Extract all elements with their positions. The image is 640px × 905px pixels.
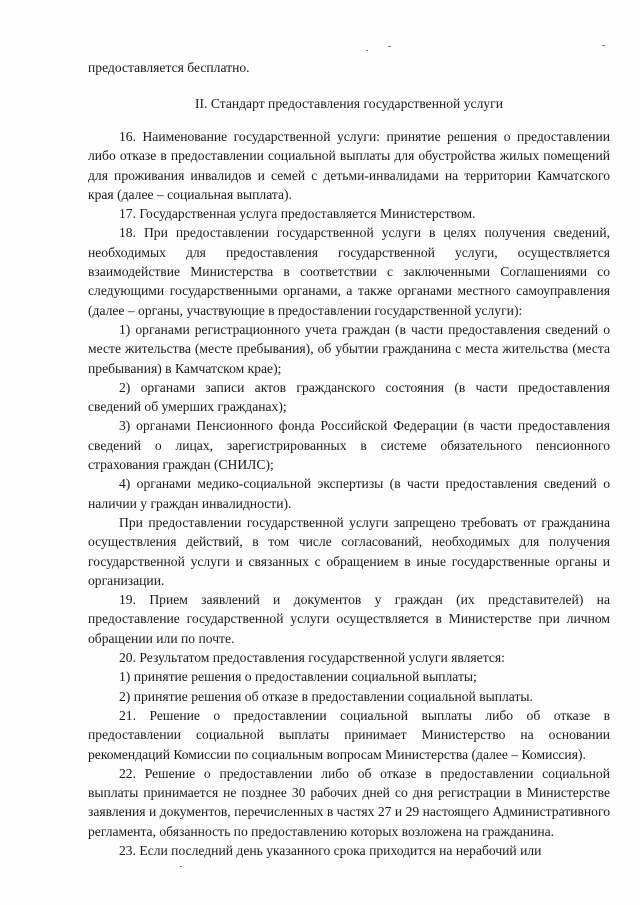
- paragraph-19: 19. Прием заявлений и документов у граждан (их представителей) на предоставление государственной услуги осуществляется в Министерстве при личном обращении или по почте.: [88, 592, 610, 646]
- paragraph-22: 22. Решение о предоставлении либо об отказе в предоставлении социальной выплаты принимается не позднее 30 рабочих дней со дня регистрации в Министерстве заявления и документов, перечисленных в частях 27 и 29 настоящего Административного регламента, обязанность по предоставлению которых возложена на гражданина.: [88, 765, 610, 839]
- paragraph-18: 18. При предоставлении государственной услуги в целях получения сведений, необходимых для предоставления государственной услуги, осуществляется взаимодействие Министерства в соответствии с заключенными Соглашениями со следующими государственными органами, а также органами местного самоуправления (далее – органы, участвующие в предоставлении государственной услуги):: [88, 225, 610, 318]
- paragraph-16: 16. Наименование государственной услуги: принятие решения о предоставлении либо отказе в предоставлении социальной выплаты для обустройства жилых помещений для проживания инвалидов и семей с детьми-инвалидами на территории Камчатского края (далее – социальная выплата).: [88, 129, 610, 202]
- paragraph-18-item-3: 3) органами Пенсионного фонда Российской Федерации (в части предоставления сведений о лицах, зарегистрированных в системе обязательного пенсионного страхования граждан (СНИЛС);: [88, 418, 610, 473]
- scan-speck: [388, 46, 391, 47]
- scan-speck: [180, 866, 182, 867]
- paragraph-18-item-2: 2) органами записи актов гражданского состояния (в части предоставления сведений об умерших гражданах);: [88, 379, 610, 415]
- paragraph-21: 21. Решение о предоставлении социальной выплаты либо об отказе в предоставлении социальной выплаты принимает Министерство на основании рекомендаций Комиссии по социальным вопросам Министерства (далее – Комиссия).: [88, 707, 610, 762]
- paragraph-20: 20. Результатом предоставления государственной услуги является:: [119, 650, 505, 666]
- paragraph-18-restriction: При предоставлении государственной услуги запрещено требовать от гражданина осуществления действий, в том числе согласований, необходимых для получения государственной услуги и связанных с обращением в иные государственные органы и организации.: [88, 514, 610, 588]
- paragraph-18-item-4: 4) органами медико-социальной экспертизы (в части предоставления сведений о наличии у граждан инвалидности).: [88, 476, 610, 511]
- paragraph-20-item-2: 2) принятие решения об отказе в предоставлении социальной выплаты.: [119, 688, 533, 704]
- section-body: [88, 127, 610, 860]
- paragraph-20-item-1: 1) принятие решения о предоставлении социальной выплаты;: [119, 669, 477, 685]
- scan-speck: [602, 45, 605, 46]
- paragraph-18-item-1: 1) органами регистрационного учета граждан (в части предоставления сведений о месте жительства (месте пребывания), об убытии гражданина с места жительства (места пребывания) в Камчатском крае);: [88, 321, 610, 376]
- paragraph-17: 17. Государственная услуга предоставляется Министерством.: [119, 206, 476, 222]
- paragraph-23: 23. Если последний день указанного срока приходится на нерабочий или: [119, 842, 542, 858]
- continuation-block: [88, 58, 610, 77]
- section-heading: II. Стандарт предоставления государственной услуги: [194, 96, 503, 111]
- continuation-text: предоставляется бесплатно.: [88, 60, 250, 75]
- scan-speck: [366, 50, 368, 51]
